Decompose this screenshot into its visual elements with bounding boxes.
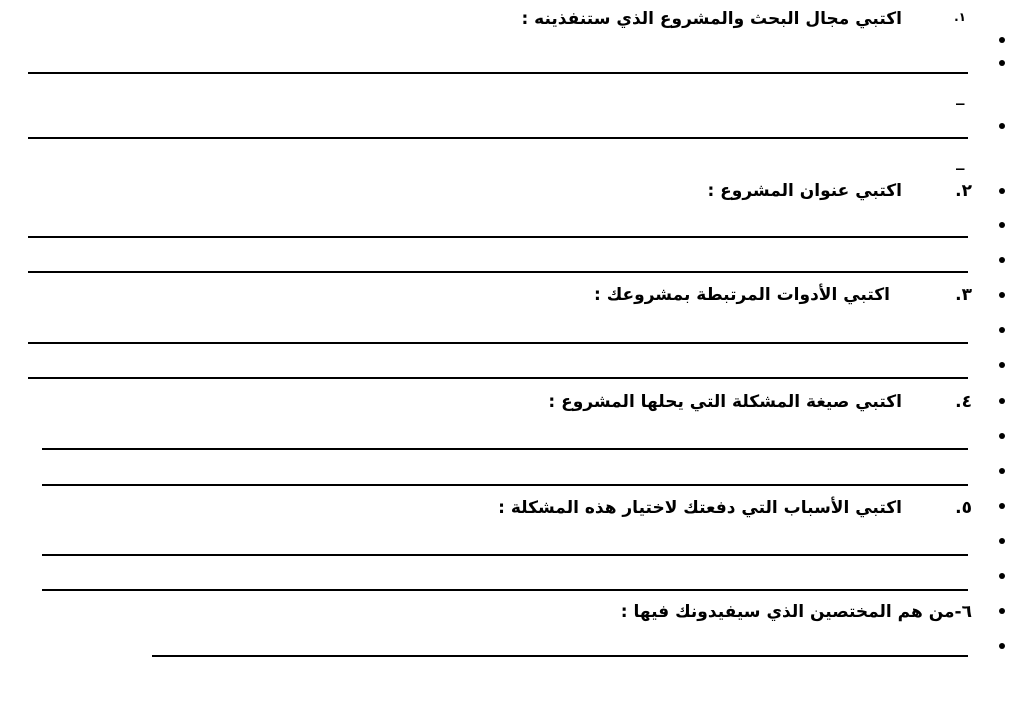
question-2-number: ٢.: [955, 181, 972, 201]
list-bullet: [999, 188, 1005, 194]
question-4-number: ٤.: [955, 392, 972, 412]
question-4-text: اكتبي صيغة المشكلة التي يحلها المشروع :: [548, 392, 902, 412]
question-5-text: اكتبي الأسباب التي دفعتك لاختيار هذه المشكلة :: [498, 498, 902, 518]
question-2-text: اكتبي عنوان المشروع :: [707, 181, 902, 201]
list-bullet: [999, 222, 1005, 228]
question-5-number: ٥.: [955, 498, 972, 518]
answer-line: [42, 448, 968, 450]
answer-line: [28, 137, 968, 139]
answer-line: [42, 589, 968, 591]
question-1-number: ١.: [954, 10, 966, 24]
answer-line: [42, 554, 968, 556]
list-bullet: [999, 292, 1005, 298]
list-bullet: [999, 503, 1005, 509]
answer-line: [28, 236, 968, 238]
answer-line: [28, 271, 968, 273]
list-bullet: [999, 398, 1005, 404]
list-bullet: [999, 37, 1005, 43]
list-bullet: [999, 123, 1005, 129]
answer-line: [28, 342, 968, 344]
question-6-text: ٦-من هم المختصين الذي سيفيدونك فيها :: [620, 602, 972, 622]
question-1-text: اكتبي مجال البحث والمشروع الذي ستنفذينه :: [521, 9, 902, 29]
list-bullet: [999, 468, 1005, 474]
list-bullet: [999, 643, 1005, 649]
list-bullet: [999, 433, 1005, 439]
list-bullet: [999, 538, 1005, 544]
question-3-text: اكتبي الأدوات المرتبطة بمشروعك :: [594, 285, 890, 305]
answer-line: [152, 655, 968, 657]
list-bullet: [999, 573, 1005, 579]
list-bullet: [999, 608, 1005, 614]
answer-line: [28, 72, 968, 74]
list-bullet: [999, 327, 1005, 333]
line-dash: _: [956, 86, 965, 106]
list-bullet: [999, 257, 1005, 263]
line-dash: _: [956, 151, 965, 171]
answer-line: [42, 484, 968, 486]
list-bullet: [999, 362, 1005, 368]
question-3-number: ٣.: [955, 285, 972, 305]
list-bullet: [999, 60, 1005, 66]
answer-line: [28, 377, 968, 379]
